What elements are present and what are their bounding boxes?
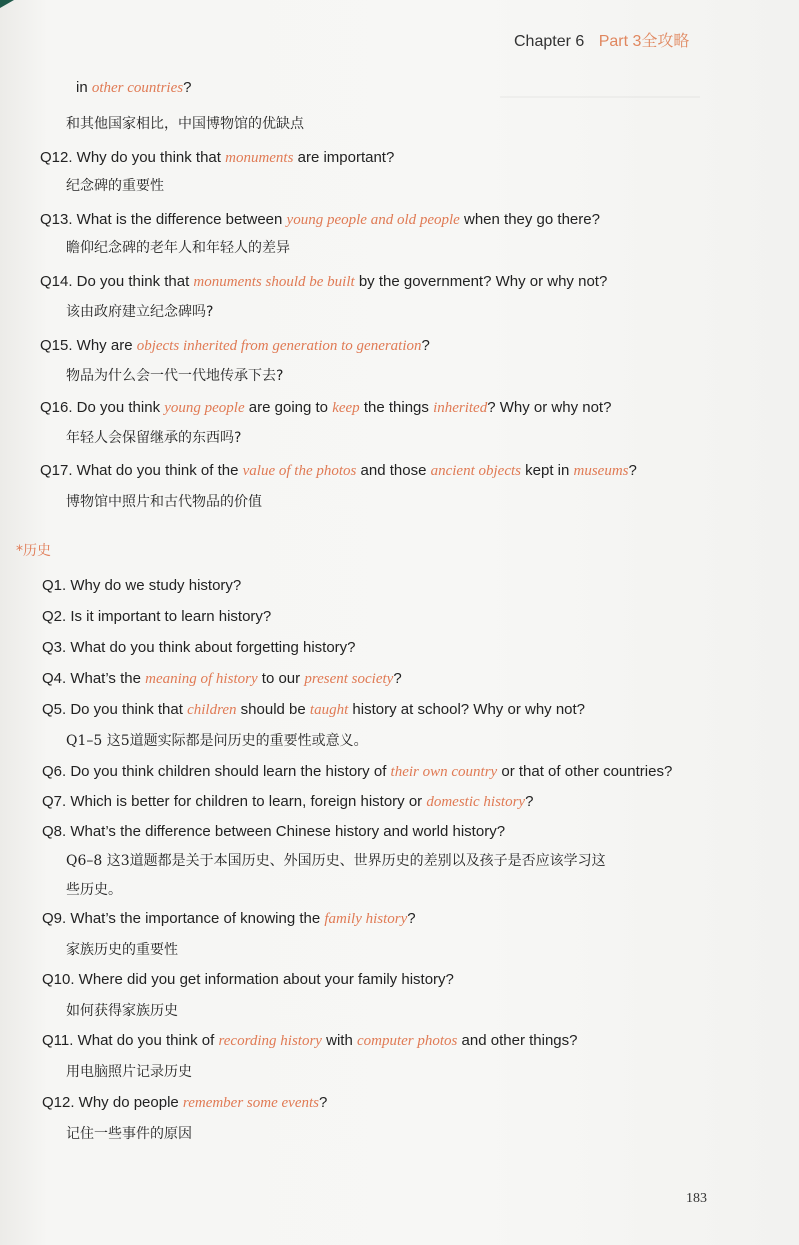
highlighted-phrase: inherited [433, 400, 488, 416]
question-text: Q10. Where did you get information about your family history? [42, 971, 454, 988]
highlighted-phrase: remember some events [182, 1095, 319, 1111]
content-line [66, 1062, 192, 1082]
highlighted-phrase: objects inherited from generation to generation [136, 338, 422, 354]
chapter-label: Chapter 6 [514, 33, 585, 50]
content-line [42, 576, 241, 596]
question-text: and other things? [457, 1032, 578, 1049]
chinese-summary: 纪念碑的重要性 [66, 178, 164, 194]
highlighted-phrase: young people and old people [286, 212, 460, 228]
question-text: are important? [293, 149, 395, 166]
content-line [42, 822, 505, 842]
question-text: Q3. What do you think about forgetting history? [42, 639, 356, 656]
content-line [40, 336, 430, 356]
page-number: 183 [686, 1191, 707, 1206]
content-line [66, 366, 283, 386]
chinese-summary: 家族历史的重要性 [66, 942, 178, 958]
question-text: are going to [244, 399, 333, 416]
question-text: ? [393, 670, 402, 687]
content-line [42, 700, 585, 720]
chinese-summary: 该由政府建立纪念碑吗? [66, 304, 214, 320]
content-line [66, 1124, 192, 1144]
content-line [42, 909, 416, 929]
question-text: ? [183, 79, 192, 96]
question-text: Q11. What do you think of [42, 1032, 219, 1049]
question-text: Q12. Why do people [42, 1094, 183, 1111]
chinese-summary: 和其他国家相比，中国博物馆的优缺点 [66, 116, 304, 132]
chinese-summary: 瞻仰纪念碑的老年人和年轻人的差异 [66, 240, 290, 256]
page-header [514, 28, 689, 51]
content-line [40, 148, 394, 168]
question-text: Q5. Do you think that [42, 701, 188, 718]
question-text: ? [421, 337, 430, 354]
content-line [66, 851, 606, 871]
question-text: Q2. Is it important to learn history? [42, 608, 272, 625]
content-line [66, 428, 241, 448]
highlighted-phrase: keep [332, 400, 360, 416]
highlighted-phrase: value of the photos [242, 463, 357, 479]
question-text: Q12. Why do you think that [40, 149, 226, 166]
content-line [40, 210, 600, 230]
highlighted-phrase: domestic history [426, 794, 526, 810]
question-text: in [76, 79, 92, 96]
highlighted-phrase: their own country [390, 764, 498, 780]
content-line [66, 731, 368, 751]
question-text: ? [318, 1094, 328, 1111]
question-text: Q13. What is the difference between [40, 211, 287, 228]
question-text: Q14. Do you think that [40, 273, 194, 290]
chinese-summary: 用电脑照片记录历史 [66, 1064, 192, 1080]
question-text: with [321, 1032, 357, 1049]
question-text: Q17. What do you think of the [40, 462, 243, 479]
content-line [42, 970, 454, 990]
content-line [42, 792, 533, 812]
content-line [40, 461, 637, 481]
content-line [66, 940, 178, 960]
chinese-summary: 如何获得家族历史 [66, 1003, 178, 1019]
question-text: Q4. What’s the [42, 670, 146, 687]
section-heading-history: *历史 [16, 543, 51, 559]
corner-decoration [0, 0, 14, 8]
highlighted-phrase: meaning of history [145, 671, 258, 687]
question-text: or that of other countries? [497, 763, 673, 780]
question-text: and those [356, 462, 431, 479]
question-text: Q8. What’s the difference between Chinese history and world history? [42, 823, 506, 840]
question-text: ? [525, 793, 534, 810]
content-line [66, 238, 290, 258]
question-text: when they go there? [459, 211, 600, 228]
content-line [40, 398, 611, 418]
content-line [76, 78, 191, 98]
question-text: Q7. Which is better for children to learn, foreign history or [42, 793, 427, 810]
highlighted-phrase: other countries [91, 80, 184, 96]
explanatory-note: 些历史。 [66, 882, 122, 898]
question-text: Q1. Why do we study history? [42, 577, 242, 594]
question-text: Q15. Why are [40, 337, 137, 354]
question-text: the things [359, 399, 434, 416]
highlighted-phrase: museums [573, 463, 629, 479]
highlighted-phrase: computer photos [356, 1033, 458, 1049]
question-text: Q9. What’s the importance of knowing the [42, 910, 325, 927]
content-line [42, 1031, 577, 1051]
chinese-summary: 物品为什么会一代一代地传承下去? [66, 368, 284, 384]
content-line [66, 114, 304, 134]
highlighted-phrase: family history [324, 911, 408, 927]
highlighted-phrase: recording history [218, 1033, 322, 1049]
highlighted-phrase: present society [304, 671, 394, 687]
content-line [40, 272, 607, 292]
content-line [66, 1001, 178, 1021]
question-text: Q16. Do you think [40, 399, 165, 416]
question-text: history at school? Why or why not? [348, 701, 586, 718]
highlighted-phrase: children [187, 702, 237, 718]
content-line [66, 302, 213, 322]
question-text: ? [628, 462, 637, 479]
highlighted-phrase: monuments should be built [193, 274, 355, 290]
highlighted-phrase: taught [309, 702, 349, 718]
question-text: kept in [520, 462, 574, 479]
question-text: to our [257, 670, 305, 687]
question-text: by the government? Why or why not? [354, 273, 608, 290]
chinese-summary: 博物馆中照片和古代物品的价值 [66, 494, 262, 510]
question-text: ? [407, 910, 416, 927]
question-text: Q6. Do you think children should learn the history of [42, 763, 391, 780]
highlighted-phrase: ancient objects [430, 463, 521, 479]
content-line [42, 638, 356, 658]
explanatory-note: Q1–5 这5道题实际都是问历史的重要性或意义。 [66, 733, 368, 749]
content-line [66, 880, 122, 900]
chinese-summary: 记住一些事件的原因 [66, 1126, 192, 1142]
content-line [66, 492, 262, 512]
content-line [42, 669, 402, 689]
content-line [42, 762, 672, 782]
highlighted-phrase: young people [164, 400, 245, 416]
explanatory-note: Q6–8 这3道题都是关于本国历史、外国历史、世界历史的差别以及孩子是否应该学习这 [66, 853, 606, 869]
question-text: should be [236, 701, 310, 718]
chinese-summary: 年轻人会保留继承的东西吗? [66, 430, 242, 446]
highlighted-phrase: monuments [225, 150, 294, 166]
content-line [66, 176, 164, 196]
question-text: ? Why or why not? [487, 399, 612, 416]
part-label: Part 3全攻略 [598, 33, 690, 50]
content-line [42, 607, 271, 627]
content-line [42, 1093, 327, 1113]
